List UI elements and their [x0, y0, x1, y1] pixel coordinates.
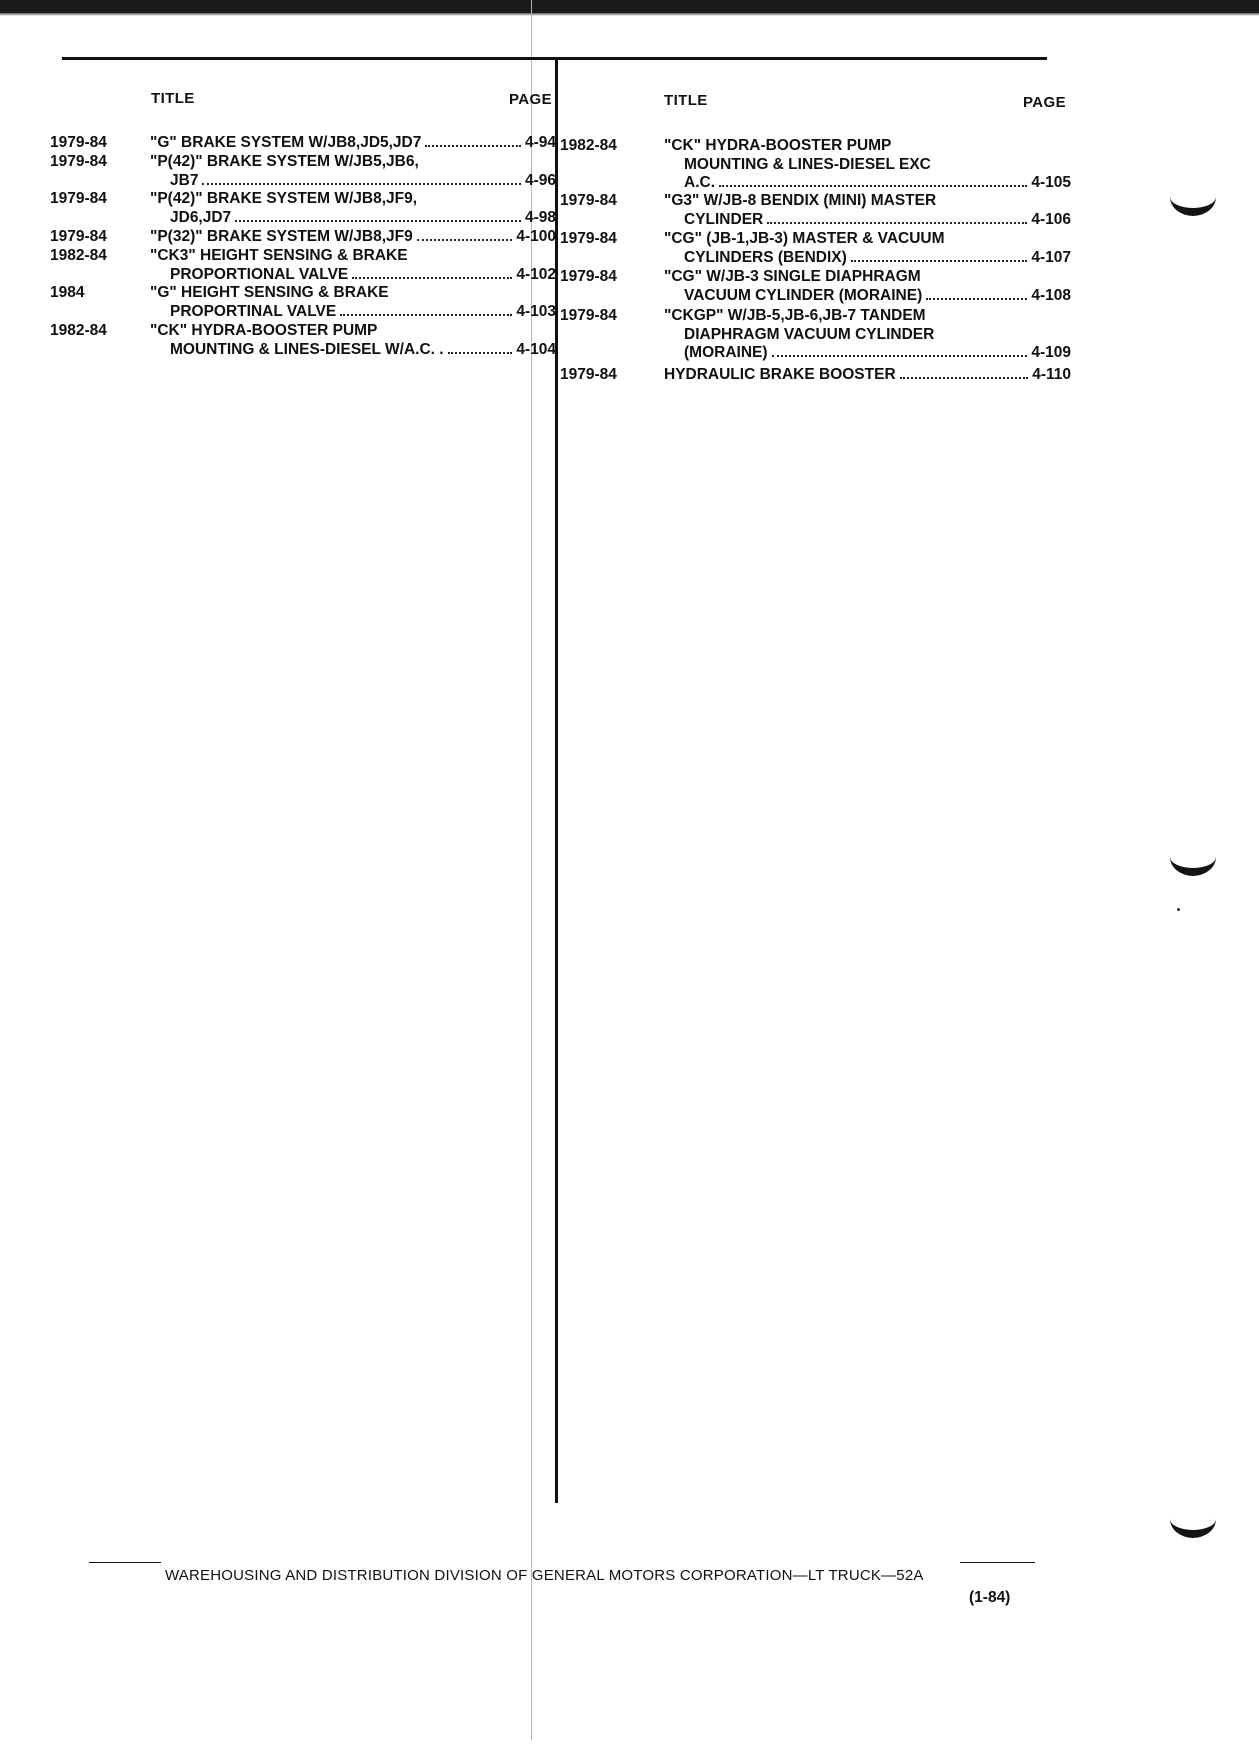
toc-entry-text: "CKGP" W/JB-5,JB-6,JB-7 TANDEM — [664, 307, 926, 324]
toc-entry-line — [664, 326, 1071, 345]
toc-entry-page: 4-107 — [1031, 248, 1071, 266]
footer-text: WAREHOUSING AND DISTRIBUTION DIVISION OF GENERAL MOTORS CORPORATION—LT TRUCK—52A — [165, 1567, 924, 1584]
toc-entry-title — [150, 247, 556, 284]
toc-entry-text: JB7 — [170, 171, 199, 189]
toc-entry-text: "G" HEIGHT SENSING & BRAKE — [150, 284, 389, 301]
right-title-header: TITLE — [664, 92, 708, 109]
footer-rule-right — [960, 1562, 1035, 1563]
toc-entry-title — [150, 190, 556, 227]
toc-entry-title — [150, 153, 556, 190]
toc-entry-year: 1984 — [50, 284, 85, 301]
toc-entry-year: 1982-84 — [50, 247, 107, 264]
toc-entry-year: 1979-84 — [560, 268, 617, 285]
toc-entry-text: (MORAINE) — [684, 344, 768, 361]
dot-leader — [202, 183, 521, 185]
toc-entry-page: 4-104 — [516, 340, 556, 358]
dot-leader — [772, 355, 1028, 357]
toc-entry-title — [664, 268, 1071, 305]
dot-leader — [851, 260, 1028, 262]
toc-entry-title — [150, 228, 556, 247]
toc-entry-text: "CK3" HEIGHT SENSING & BRAKE — [150, 247, 408, 264]
toc-entry-line — [664, 230, 1071, 249]
toc-entry-title — [664, 192, 1071, 229]
toc-entry-year: 1979-84 — [50, 228, 107, 245]
toc-entry-line — [150, 284, 556, 303]
dot-leader — [425, 145, 521, 147]
toc-entry-line — [150, 303, 556, 322]
toc-entry-year: 1979-84 — [560, 230, 617, 247]
toc-entry-year: 1979-84 — [560, 366, 617, 383]
toc-entry-page: 4-98 — [524, 208, 556, 226]
toc-entry-text: "P(42)" BRAKE SYSTEM W/JB8,JF9, — [150, 190, 418, 207]
toc-entry-line — [150, 153, 556, 172]
toc-entry-page: 4-96 — [524, 171, 556, 189]
toc-entry-page: 4-106 — [1031, 210, 1071, 228]
toc-entry-year: 1982-84 — [560, 137, 617, 154]
dot-leader — [352, 277, 512, 279]
toc-entry-year: 1982-84 — [50, 322, 107, 339]
toc-entry-text: HYDRAULIC BRAKE BOOSTER — [664, 366, 896, 383]
scan-speck — [1177, 908, 1180, 911]
toc-entry-title — [150, 284, 556, 321]
toc-entry-title — [150, 322, 556, 359]
binder-hole — [1170, 178, 1216, 216]
toc-entry-line — [664, 344, 1071, 363]
toc-entry-year: 1979-84 — [560, 307, 617, 324]
toc-entry-text: JD6,JD7 — [170, 208, 232, 226]
toc-entry-text: "G3" W/JB-8 BENDIX (MINI) MASTER — [664, 192, 937, 209]
toc-entry-page: 4-94 — [524, 134, 556, 151]
toc-entry-text: "P(32)" BRAKE SYSTEM W/JB8,JF9 — [150, 228, 413, 245]
toc-entry-line — [150, 266, 556, 285]
dot-leader — [900, 377, 1029, 379]
toc-entry-page: 4-105 — [1031, 174, 1071, 191]
toc-entry-line — [150, 190, 556, 209]
toc-entry-year: 1979-84 — [50, 190, 107, 207]
toc-entry-text: "CK" HYDRA-BOOSTER PUMP — [150, 322, 378, 339]
footer-date: (1-84) — [969, 1589, 1011, 1606]
toc-entry-text: A.C. — [684, 174, 715, 191]
toc-entry-line — [664, 156, 1071, 175]
dot-leader — [926, 298, 1027, 300]
toc-entry-line — [664, 174, 1071, 193]
binder-hole — [1170, 838, 1216, 876]
left-title-header: TITLE — [151, 90, 195, 107]
toc-entry-page: 4-108 — [1031, 286, 1071, 304]
toc-entry-title — [664, 137, 1071, 193]
toc-entry-page: 4-110 — [1032, 366, 1071, 383]
toc-entry-page: 4-103 — [516, 302, 556, 320]
toc-entry-page: 4-102 — [516, 265, 556, 283]
dot-leader — [719, 185, 1027, 187]
dot-leader — [340, 314, 512, 316]
toc-entry-text: DIAPHRAGM VACUUM CYLINDER — [684, 325, 935, 343]
dot-leader — [767, 222, 1027, 224]
toc-entry-line — [150, 172, 556, 191]
toc-entry-line — [150, 247, 556, 266]
left-page-header: PAGE — [509, 91, 552, 108]
dot-leader — [448, 352, 513, 354]
toc-entry-line — [664, 211, 1071, 230]
dot-leader — [417, 239, 513, 241]
toc-entry-text: VACUUM CYLINDER (MORAINE) — [684, 286, 923, 304]
toc-entry-text: CYLINDER — [684, 210, 764, 228]
toc-entry-line — [664, 137, 1071, 156]
toc-entry-title — [150, 134, 556, 153]
toc-entry-page: 4-100 — [516, 228, 556, 245]
toc-entry-year: 1979-84 — [560, 192, 617, 209]
toc-entry-title — [664, 230, 1071, 267]
toc-entry-line — [150, 209, 556, 228]
binder-hole — [1170, 1500, 1216, 1538]
toc-entry-line — [664, 268, 1071, 287]
toc-entry-text: "CG" (JB-1,JB-3) MASTER & VACUUM — [664, 230, 945, 247]
toc-entry-line — [150, 322, 556, 341]
toc-entry-line — [664, 366, 1071, 385]
right-page-header: PAGE — [1023, 94, 1066, 111]
toc-entry-text: PROPORTINAL VALVE — [170, 302, 337, 320]
toc-entry-text: PROPORTIONAL VALVE — [170, 265, 349, 283]
toc-entry-year: 1979-84 — [50, 153, 107, 170]
toc-entry-line — [150, 134, 556, 153]
toc-entry-line — [150, 341, 556, 360]
toc-entry-title — [664, 307, 1071, 363]
toc-entry-text: "CG" W/JB-3 SINGLE DIAPHRAGM — [664, 268, 921, 285]
toc-entry-line — [150, 228, 556, 247]
toc-entry-text: "G" BRAKE SYSTEM W/JB8,JD5,JD7 — [150, 134, 422, 151]
toc-entry-text: CYLINDERS (BENDIX) — [684, 248, 847, 266]
footer-rule-left — [89, 1562, 161, 1563]
page-top-edge — [0, 0, 1259, 13]
toc-entry-text: MOUNTING & LINES-DIESEL W/A.C. . — [170, 340, 444, 358]
toc-entry-line — [664, 307, 1071, 326]
toc-entry-line — [664, 287, 1071, 306]
toc-entry-year: 1979-84 — [50, 134, 107, 151]
toc-entry-text: "P(42)" BRAKE SYSTEM W/JB5,JB6, — [150, 153, 419, 170]
toc-entry-page: 4-109 — [1031, 344, 1071, 361]
toc-entry-text: "CK" HYDRA-BOOSTER PUMP — [664, 137, 892, 154]
toc-entry-title — [664, 366, 1071, 385]
toc-entry-line — [664, 249, 1071, 268]
toc-entry-text: MOUNTING & LINES-DIESEL EXC — [684, 155, 931, 173]
dot-leader — [235, 220, 521, 222]
toc-entry-line — [664, 192, 1071, 211]
